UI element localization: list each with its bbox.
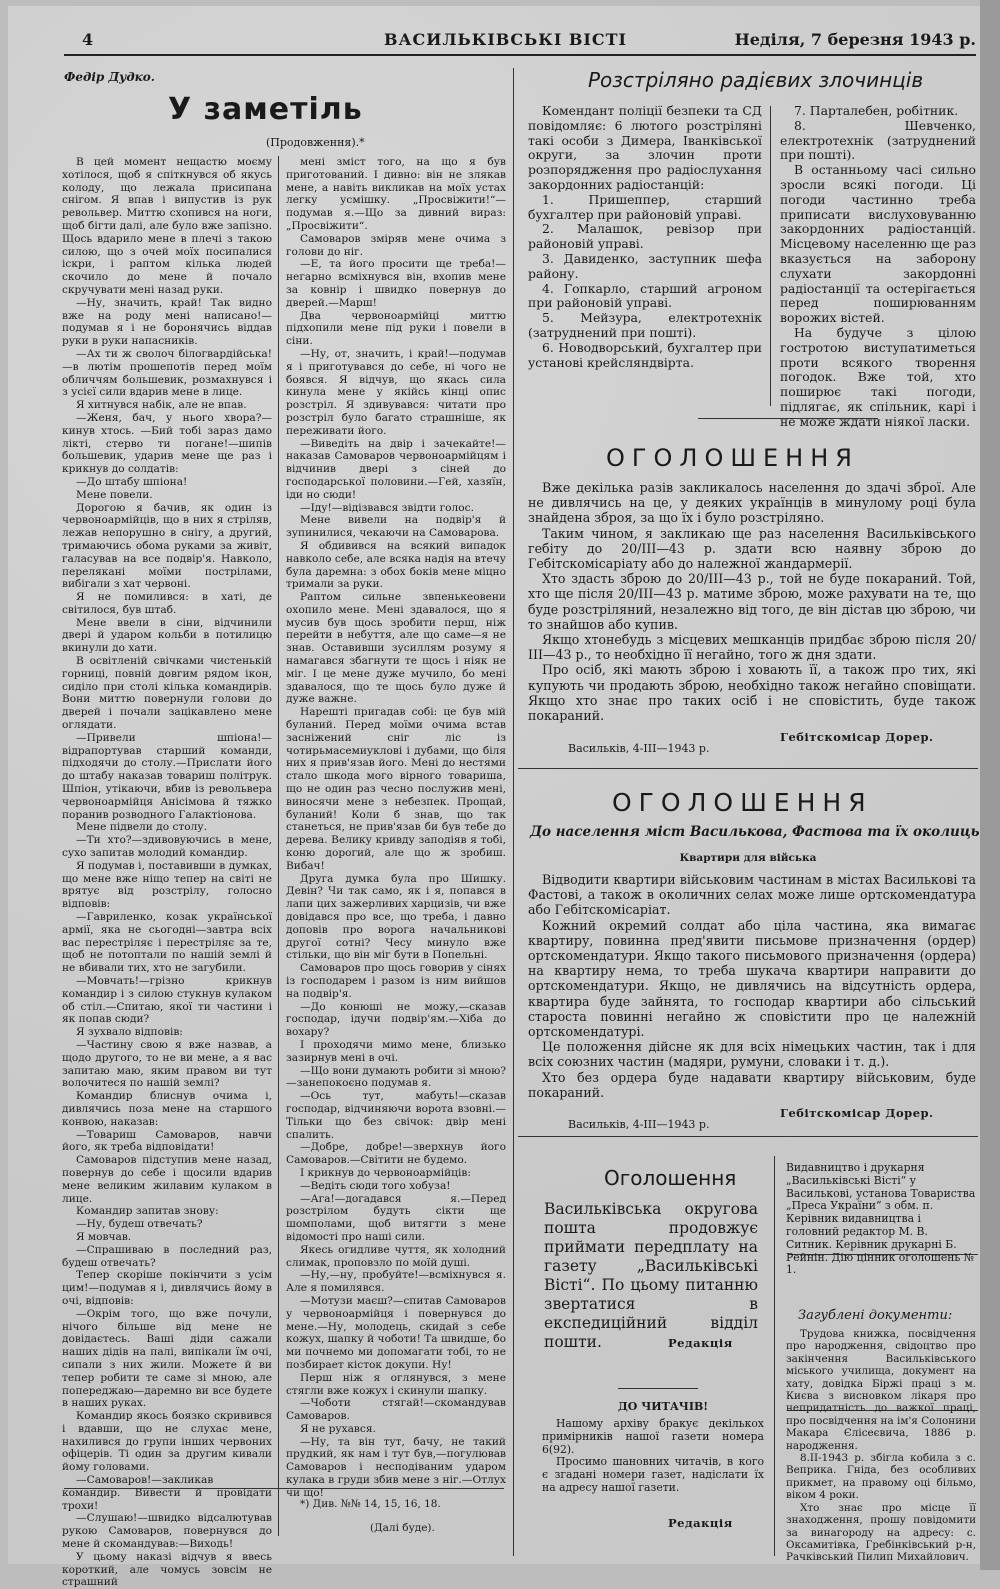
story-paragraph: —Іду!—відізвався звідти голос. — [300, 501, 474, 514]
story-paragraph: Раптом сильне звпенькеовени охопило мене. Мені здавалося, що я мусив був щось зробити перш, ніж перейти в небуття, але що саме—я не знав. Оставивши зусиллям розуму я намагався збагнути те щось і ніяк не міг. І це мене дуже мучило, бо мені здавалося, що те щось було дуже й дуже важне. — [286, 591, 506, 706]
story-paragraph: І проходячи мимо мене, близько зазирнув мені в очі. — [286, 1038, 506, 1064]
story-paragraph: —Ах ти ж сволоч білогвардійська!—в лютім прошепотів перед моїм обличчям большевик, розмахнувся і з усієї сили вдарив мене в лице. — [62, 347, 272, 399]
announcement-2-signature: Гебітскомісар Дорер. — [780, 1106, 934, 1120]
story-paragraph: —До конюші не можу,—сказав господар, ідучи подвір'ям.—Хіба до вохару? — [286, 1000, 506, 1039]
executed-paragraph: Комендант поліції безпеки та СД повідомляє: 6 лютого розстріляні такі особи з Димера, Іванківської округи, за злочин проти розпорядження про радіослухання закордонних радіостанцій: — [528, 103, 762, 192]
announcement-paragraph: Таким чином, я закликаю ще раз населення Васильківського гебіту до 20/ІІІ—43 р. здати всю наявну зброю до Гебітскомісаріату або до належної жандармерії. — [528, 525, 976, 572]
masthead — [64, 28, 976, 56]
story-paragraph: В освітленій свічками чистенькій горниці, повній довгим рядом ікон, сиділо при столі кілька командирів. Вони миттю повернули голови до дверей і почали зацікавлено мене оглядати. — [62, 655, 272, 732]
story-paragraph: —Привели шпіона!—відрапортував старший команди, підходячи до столу.—Прислати його до штабу наказав товариш політрук. Шпіон, утікаючи, вбив із револьвера червоноармійця Анісімова й тяжко поранив розводного Галактіонова. — [62, 731, 272, 821]
executed-paragraph: 5. Мейзура, електротехнік (затруднений при пошті). — [528, 310, 762, 340]
story-paragraph: —Е, та його просити ще треба!—негарно всміхнувся він, вхопив мене за ковнір і швидко повернув до дверей.—Марш! — [286, 258, 506, 309]
to-be-continued: (Далі буде). — [370, 1522, 435, 1534]
executed-right-column — [780, 103, 976, 429]
story-paragraph: Командир якось боязко скривився і вдавши, що не слухає мене, нахилився до групи інших червоних офіцерів. Ті один за другим кивали йому головами. — [62, 1410, 272, 1474]
announcement-1-heading: ОГОЛОШЕННЯ — [606, 444, 859, 472]
announcement-1-text — [528, 480, 976, 724]
announcement-1-place-date: Васильків, 4-ІІІ—1943 р. — [568, 742, 710, 755]
story-paragraph: Друга думка була про Шишку. Девін? Чи так само, як і я, попався в лапи цих зажерливих харцизів, чи вже довідався про все, що треба, і давно доповів про ворога начальникові другої сотні? Чесу минуло вже стільки, що він міг бути в Попельні. — [286, 872, 506, 962]
story-paragraph: Я подумав і, поставивши в думках, що мене вже ніщо тепер на світі не врятує від розстрілу, голосно відповів: — [62, 859, 272, 911]
announcement-2-heading: ОГОЛОШЕННЯ — [612, 788, 873, 817]
issue-date: Неділя, 7 березня 1943 р. — [734, 30, 976, 49]
story-paragraph: —Ну,—ну, пробуйте!—всміхнувся я. Але я помилявся. — [286, 1269, 506, 1295]
story-paragraph: —Добре, добре!—зверхнув його Самоваров.—Світити не будемо. — [286, 1141, 506, 1167]
readers-heading: ДО ЧИТАЧІВ! — [618, 1400, 709, 1413]
announcement-2-section: Квартири для війська — [679, 852, 817, 864]
section-rule — [618, 1388, 698, 1389]
story-paragraph: —Ну, от, значить, і край!—подумав я і приготувався до себе, ні чого не боявся. Я відчув, що якась сила кинула мене у якійсь кінці опис розстріл. Я здивувався: читати про розстріл було багато страшніше, як переживати його. — [286, 347, 506, 437]
executed-paragraph: 1. Пришеппер, старший бухгалтер при районовій управі. — [528, 191, 762, 222]
executed-paragraph: 7. Парталебен, робітник. — [794, 103, 959, 118]
announcement-2-text — [528, 872, 976, 1100]
story-paragraph: —Спрашиваю в последний раз, будеш отвечать? — [62, 1243, 272, 1269]
announcement-paragraph: Це положення дійсне як для всіх німецьких частин, так і для всіх союзних частин (мадяри, румуни, словаки і т. д.). — [528, 1039, 976, 1070]
story-paragraph: —Ну, значить, край! Так видно вже на роду мені написано!—подумав я і не боронячись віддав руки в руки напасників. — [62, 296, 272, 348]
readers-paragraph: Просимо шановних читачів, в кого є згадані номери газет, надіслати їх на адресу нашої газети. — [542, 1455, 764, 1494]
story-paragraph: —Окрім того, що вже почули, нічого більше від мене не довідаєтесь. Ваші діди сажали наших дідів на палі, випікали їм очі, сипали з них жили. Можете й ви тепер робити те саме зі мною, але попереджаю—даремно ви все будете в наших руках. — [62, 1307, 272, 1410]
story-paragraph: Я не рухався. — [300, 1422, 376, 1435]
story-paragraph: —Товариш Самоваров, навчи його, як треба відповідати! — [62, 1128, 272, 1154]
story-paragraph: Командир блиснув очима і, дивлячись поза мене на старшого конвою, наказав: — [62, 1090, 272, 1128]
announcement-paragraph: Якщо хтонебудь з місцевих мешканців придбає зброю після 20/ІІІ—43 р., то необхідно її негайно, того ж дня здати. — [528, 632, 976, 663]
story-paragraph: Мене підвели до столу. — [76, 821, 207, 834]
executed-paragraph: 2. Малашок, ревізор при районовій управі. — [528, 221, 762, 252]
column-rule — [774, 1156, 775, 1556]
announcement-3-signature: Редакція — [668, 1336, 733, 1350]
lost-documents-paragraph: Трудова книжка, посвідчення про народження, свідоцтво про закінчення Васильківського міського училища, документ на хату, довідка Біржі праці з м. Києва з висновком лікаря про непридатність до важкої праці, про посвідчення на ім'я Солонини Макара Єлісеєвича, 1886 р. народження. — [786, 1328, 976, 1452]
story-paragraph: —Мовчать!—грізно крикнув командир і з силою стукнув кулаком об стіл.—Спитаю, якої ти частини і як попав сюди? — [62, 975, 272, 1026]
executed-heading: Розстріляно радієвих злочинців — [588, 68, 924, 92]
readers-text — [542, 1418, 764, 1508]
newspaper-name: ВАСИЛЬКІВСЬКІ ВІСТІ — [384, 30, 627, 49]
announcement-paragraph: Відводити квартири військовим частинам в містах Василькові та Фастові, а також в околичних селах може лише ортскомендатура або Гебітскомісаріат. — [528, 872, 976, 918]
executed-paragraph: В останньому часі сильно зросли всякі погоди. Ці погоди частинно треба приписати вислуховуванню закордонних радіостанцій. Місцевому населенню ще раз вказується на заборону слухати закордонні радіостанції та остерігається перед поширюванням ворожих вістей. — [780, 162, 976, 326]
page-edge-shadow — [980, 0, 1000, 1570]
story-paragraph: —Ну, будеш отвечать? — [76, 1218, 203, 1231]
story-paragraph: —Самоваров!—закликав командир. Вивести й провідати трохи! — [62, 1474, 272, 1512]
story-paragraph: —Ти хто?—здивовуючись в мене, сухо запитав молодий командир. — [62, 834, 272, 860]
executed-paragraph: 6. Новодворський, бухгалтер при установі крейсляндвірта. — [528, 339, 762, 370]
story-column-2 — [286, 156, 507, 1499]
announcement-paragraph: Вже декілька разів закликалось населення до здачі зброї. Але не дивлячись на це, у деяких українців в минулому році була знайдена зброя, за що їх і було розстріляно. — [528, 480, 976, 526]
story-paragraph: Дорогою я бачив, як один із червоноармійців, що в них я стріляв, лежав непорушно в снігу, а другий, тримаючись обома руками за живіт, галасував на все подвір'я. Навколо, перелякані моїми пострілами, вибігали з хат червоні. — [62, 501, 272, 591]
story-paragraph: Два червоноармійці миттю підхопили мене під руки і повели в сіни. — [286, 309, 506, 348]
story-author: Федір Дудко. — [64, 70, 155, 84]
story-paragraph: —Гавриленко, козак української армії, яка не сьогодні—завтра всіх вас перестріляє і перестріляє за те, щоб не потоптали по нашій землі й не вбивали тих, хто не загубили. — [62, 911, 272, 975]
readers-paragraph: Нашому архіву бракує декількох примірників нашої газети номера 6(92). — [542, 1417, 764, 1456]
imprint: Видавництво і друкарня „Васильківські Вісті“ у Василькові, установа Товариства „Преса України“ з обм. п. Керівник видавництва і головний редактор М. В. Ситник. Керівник друкарні Б. Рейнін. Дію цінник оголошень № 1. — [786, 1161, 976, 1277]
story-paragraph: В цей момент нещастю моєму хотілося, щоб я спіткнувся об якусь колоду, що лежала присипана снігом. Я впав і випустив із рук револьвер. Миттю схопився на ноги, щоб бігти далі, але було вже запізно. Щось вдарило мене в плечі з такою силою, що з очей моїх посипалися іскри, і раптом кілька людей скочило до мене й почало скручувати мені назад руки. — [62, 156, 272, 296]
story-paragraph: Я хитнувся набік, але не впав. — [76, 399, 247, 412]
story-paragraph: Я мовчав. — [76, 1230, 132, 1243]
section-rule — [518, 768, 978, 769]
story-paragraph: мені зміст того, на що я був приготований. І дивно: він не злякав мене, а навіть викликав на моїх устах легку усмішку. „Просвіжити!“—подумав я.—Що за дивний вираз: „Просвіжити“. — [286, 156, 506, 232]
story-paragraph: —Чоботи стягай!—скомандував Самоваров. — [286, 1397, 506, 1423]
story-paragraph: —Женя, бач, у нього хвора?—кинув хтось. —Бий тобі зараз дамо лікті, стерво ти погане!—шипів большевик, ударив мене ще раз і крикнув до солдатів: — [62, 411, 272, 476]
lost-documents-heading: Загублені документи: — [798, 1308, 953, 1323]
executed-paragraph: На будуче з цілою гостротою виступатиметься проти всякого творення погодок. Вже той, хто поширює такі погоди, підлягає, як спільник, карі і не може ждати ніякої ласки. — [780, 324, 976, 429]
story-paragraph: Я не помилився: в хаті, де світилося, був штаб. — [62, 591, 272, 616]
lost-documents-paragraph: 8.ІІ-1943 р. збігла кобила з с. Веприка. Гніда, без особливих прикмет, на правому оці більмо, віком 4 роки. — [786, 1452, 976, 1502]
story-title: У заметіль — [168, 92, 363, 127]
announcement-paragraph: Про осіб, які мають зброю і ховають її, а також про тих, які купують чи продають зброю, необхідно також негайно сповіщати. Якщо хто знає про таких осіб і не сповістить, буде також покараний. — [528, 662, 976, 724]
story-paragraph: —Що вони думають робити зі мною?—занепокоєно подумав я. — [286, 1064, 506, 1090]
column-rule — [770, 106, 771, 406]
story-paragraph: —До штабу шпіона! — [76, 475, 188, 488]
announcement-3-text: Васильківська округова пошта продовжує приймати передплату на газету „Васильківські Вісті“. По цьому питанню звертатися в експедиційний відділ пошти. — [544, 1200, 758, 1351]
story-paragraph: —Ось тут, мабуть!—сказав господар, відчиняючи ворота взовні.—Тільки що без свічок: двір мені спалить. — [286, 1090, 506, 1141]
announcement-paragraph: Кожний окремий солдат або ціла частина, яка вимагає квартиру, повинна пред'явити письмове призначення (ордер) ортскомендатури. Якщо такого письмового призначення (ордера) на квартиру нема, то треба шукача квартири направити до ортскомендатури. Якщо, не дивлячись на відсутність ордера, квартира буде зайнята, то господар квартири або сільський староста повинні негайно ж сповістити про це належній ортскомендатурі. — [528, 917, 976, 1040]
story-paragraph: —Ну, та він тут, бачу, не такий прудкий, як нам і тут був,—погулював Самоваров і несподіваним ударом кулака в груди збив мене з ніг.—Отлух чи що! — [286, 1435, 506, 1499]
announcement-1-signature: Гебітскомісар Дорер. — [780, 730, 934, 744]
announcement-2-place-date: Васильків, 4-ІІІ—1943 р. — [568, 1118, 710, 1131]
story-paragraph: Самоваров про щось говорив у сінях із господарем і разом із ним вийшов на подвір'я. — [286, 962, 506, 1000]
story-footnote: *) Див. №№ 14, 15, 16, 18. — [300, 1498, 441, 1510]
executed-paragraph: 8. Шевченко, електротехнік (затруднений при пошті). — [780, 117, 976, 163]
story-paragraph: Перш ніж я оглянувся, з мене стягли вже кожух і скинули шапку. — [286, 1371, 506, 1397]
story-paragraph: Мене ввели в сіни, відчинили двері й ударом кольби в потилицю вкинули до хати. — [62, 616, 272, 655]
story-paragraph: —Виведіть на двір і зачекайте!—наказав Самоваров червоноармійцям і відчинив двері з сіней до господарської половини.—Гей, хазяїн, іди но сюди! — [286, 437, 506, 501]
story-column-1 — [62, 156, 272, 1589]
column-rule — [513, 68, 514, 1556]
page-number: 4 — [82, 30, 94, 49]
story-paragraph: Самоваров зміряв мене очима з голови до ніг. — [286, 232, 506, 258]
story-paragraph: Мене вивели на подвір'я й зупинилися, чекаючи на Самоварова. — [286, 514, 506, 540]
story-paragraph: Нарешті пригадав собі: це був мій буланий. Перед моїми очима встав засніжений сніг ліс із чотирьмасемиуклові і дубами, що біля них я прив'язав його. Мені до нестями стало шкода мого вірного товариша, що не один раз чесно послужив мені, виносячи мене з небезпек. Прощай, буланий! Коли б знав, що так станеться, не прив'язав би був тебе до дерева. Велику кривду заподіяв я тобі, коню дорогий, але що ж зробиш. Вибач! — [286, 706, 506, 872]
story-paragraph: У цьому наказі відчув я ввесь короткий, але чомусь зовсім не страшний — [62, 1550, 272, 1589]
story-paragraph: —Слушаю!—швидко відсалютував рукою Самоваров, повернувся до мене й скомандував:—Виходь! — [62, 1512, 272, 1551]
story-paragraph: Тепер скоріше покінчити з усім цим!—подумав я і, дивлячись йому в очі, відповів: — [62, 1269, 272, 1307]
story-paragraph: —Частину свою я вже назвав, а щодо другого, то не ви мене, а я вас запитаю маю, яким правом ви тут волочитеся по нашій землі? — [62, 1038, 272, 1090]
lost-documents-paragraph: Хто знає про місце її знаходження, прошу повідомити за винагороду на адресу: с. Оксамитівка, Гребінківський р-н, Рачківський Пилип Михайлович. — [786, 1501, 976, 1564]
story-paragraph: Я зухвало відповів: — [76, 1026, 183, 1039]
story-paragraph: —Мотузи маєш?—спитав Самоваров у червоноармійця і повернувся до мене.—Ну, молодець, скидай з себе кожух, шапку й чоботи! Та швидше, бо ми почнемо ми допомагати тобі, то не позбирает кісток докупи. Ну! — [286, 1294, 507, 1371]
story-paragraph: —Ага!—догадався я.—Перед розстрілом будуть сікти ще шомполами, щоб витягти з мене відомості про наші сили. — [286, 1192, 506, 1243]
executed-paragraph: 3. Давиденко, заступник шефа району. — [528, 250, 762, 281]
story-paragraph: Командир запитав знову: — [76, 1205, 219, 1218]
story-paragraph: Якесь огидливе чуття, як холодний слимак, проповзло по моїй душі. — [286, 1243, 506, 1269]
executed-paragraph: 4. Гопкарло, старший агроном при районовій управі. — [528, 280, 762, 311]
readers-signature: Редакція — [668, 1516, 733, 1530]
story-paragraph: І крикнув до червоноармійців: — [300, 1166, 471, 1179]
story-continued: (Продовження).* — [266, 136, 365, 149]
announcement-3-heading: Оголошення — [604, 1166, 737, 1190]
story-paragraph: —Ведіть сюди того хобуза! — [300, 1179, 451, 1192]
story-paragraph: Мене повели. — [76, 488, 153, 501]
executed-left-column — [528, 104, 762, 416]
column-rule — [278, 156, 279, 1536]
announcement-2-subtitle: До населення міст Василькова, Фастова та їх околиць — [530, 824, 980, 840]
section-rule — [518, 1136, 978, 1137]
announcement-paragraph: Хто здасть зброю до 20/ІІІ—43 р., той не буде покараний. Той, хто ще після 20/ІІІ—43 р. матиме зброю, може рахувати на те, що буде розстріляний, незалежно від того, де він дістав цю зброю, чи то знайшов або купив. — [528, 571, 976, 632]
story-paragraph: Самоваров підступив мене назад, повернув до себе і щосили вдарив мене великим жилавим кулаком в лице. — [62, 1154, 272, 1205]
announcement-paragraph: Хто без ордера буде надавати квартиру військовим, буде покараний. — [528, 1069, 976, 1100]
newspaper-page — [8, 6, 980, 1589]
lost-documents-text — [786, 1328, 976, 1564]
story-paragraph: Я обдивився на всякий випадок навколо себе, але всяка надія на втечу була даремна: з обох боків мене міцно тримали за руки. — [286, 539, 506, 591]
